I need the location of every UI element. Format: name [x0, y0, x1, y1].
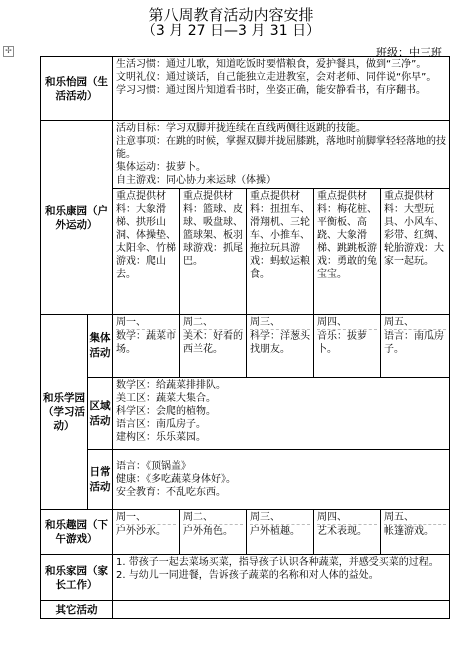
row-study-area: [41, 378, 450, 450]
life-line: 文明礼仪：通过谈话，自己能独立走进教室，会对老师、同伴说“你早”。: [116, 72, 437, 83]
day-label: 周二、: [183, 511, 243, 525]
day-content: 帐篷游戏。: [384, 526, 434, 537]
daily-label: 日常活动: [88, 450, 113, 510]
row-home: [41, 555, 450, 601]
health-area-cell[interactable]: 重点提供材料：篮球、皮球、吸盘球、篮球架、板羽球游戏：抓尾巴。: [180, 189, 247, 315]
health-line: 自主游戏：同心协力来运球（体操）: [116, 175, 276, 186]
fun-day-cell[interactable]: [247, 510, 314, 555]
health-line: 活动目标：学习双脚并拢连续在直线两侧往返跳的技能。: [116, 123, 366, 134]
row-other: [41, 601, 450, 619]
day-content: 户外植趣。: [250, 526, 300, 537]
area-label: 区域活动: [88, 378, 113, 450]
collective-day-cell[interactable]: [180, 315, 247, 378]
day-content: 户外沙水。: [116, 526, 166, 537]
day-label: 周三、: [250, 511, 310, 525]
class-label: 班级：中三班: [376, 46, 442, 59]
home-section-title: 和乐家园（家长工作）: [41, 555, 113, 601]
day-content: 科学：洋葱头找朋友。: [250, 331, 310, 355]
row-fun: [41, 510, 450, 555]
daily-line: 语言：《顶锅盖》: [116, 461, 191, 472]
home-line: 1. 带孩子一起去菜场买菜，指导孩子认识各种蔬菜，并感受买菜的过程。: [116, 557, 439, 568]
day-label: 周三、: [250, 316, 310, 330]
collective-day-cell[interactable]: [113, 315, 180, 378]
fun-day-cell[interactable]: [180, 510, 247, 555]
health-area-cell[interactable]: 重点提供材料：梅花桩、平衡板、高跷、大象滑梯、跳跳板游戏：勇敢的兔宝宝。: [314, 189, 381, 315]
study-section-title: 和乐学园（学习活动）: [41, 315, 88, 510]
life-content[interactable]: [113, 57, 450, 121]
fun-day-cell[interactable]: [113, 510, 180, 555]
collective-day-cell[interactable]: [381, 315, 450, 378]
collective-day-cell[interactable]: [314, 315, 381, 378]
day-content: 美术：好看的西兰花。: [183, 331, 243, 355]
other-content[interactable]: [113, 601, 450, 619]
day-content: 数学：蔬菜市场。: [116, 331, 176, 355]
day-content: 艺术表现。: [317, 526, 367, 537]
collective-day-cell[interactable]: [247, 315, 314, 378]
day-label: 周五、: [384, 316, 446, 330]
health-line: 注意事项：在跳的时候，掌握双脚并拢屈膝跳，落地时前脚掌轻轻落地的技能。: [116, 136, 446, 160]
row-study-daily: [41, 450, 450, 510]
area-content[interactable]: [113, 378, 450, 450]
row-life: [41, 57, 450, 121]
life-line: 生活习惯：通过儿歌，知道吃饭时要惜粮食，爱护餐具，做到“三净”。: [116, 59, 427, 70]
area-line: 建构区：乐乐菜园。: [116, 432, 206, 443]
day-label: 周四、: [317, 316, 377, 330]
day-content: 语言：南瓜房子。: [384, 331, 444, 355]
date-range: （3 月 27 日—3 月 31 日）: [141, 23, 321, 39]
schedule-table: [40, 56, 450, 619]
area-line: 语言区：南瓜房子。: [116, 419, 206, 430]
table-move-handle-icon[interactable]: ✢: [3, 46, 14, 57]
day-label: 周一、: [116, 511, 176, 525]
area-line: 美工区：蔬菜大集合。: [116, 393, 216, 404]
health-section-title: 和乐康园（户外运动）: [41, 121, 113, 315]
day-label: 周二、: [183, 316, 243, 330]
day-label: 周五、: [384, 511, 446, 525]
home-line: 2. 与幼儿一同进餐，告诉孩子蔬菜的名称和对人体的益处。: [116, 570, 379, 581]
collective-label: 集体活动: [88, 315, 113, 378]
fun-day-cell[interactable]: [381, 510, 450, 555]
row-study-collective: [41, 315, 450, 378]
home-content[interactable]: [113, 555, 450, 601]
area-line: 科学区：会爬的植物。: [116, 406, 216, 417]
day-label: 周一、: [116, 316, 176, 330]
other-section-title: 其它活动: [41, 601, 113, 619]
document-title: 第八周教育活动内容安排: [148, 6, 314, 24]
fun-day-cell[interactable]: [314, 510, 381, 555]
health-area-cell[interactable]: 重点提供材料：扭扭车、滑翔机、三轮车、小推车、拖拉玩具游戏：蚂蚁运粮食。: [247, 189, 314, 315]
life-section-title: 和乐怡园（生活活动）: [41, 57, 113, 121]
daily-line: 安全教育：不乱吃东西。: [116, 487, 226, 498]
health-content[interactable]: [113, 121, 450, 189]
day-content: 音乐：拔萝卜。: [317, 331, 367, 355]
health-area-cell[interactable]: 重点提供材料：大型玩具、小风车、彩带、红绸、轮胎游戏：大家一起玩。: [381, 189, 450, 315]
health-area-cell[interactable]: 重点提供材料：大象滑梯、拱形山洞、体操垫、太阳伞、竹梯游戏：爬山去。: [113, 189, 180, 315]
health-line: 集体运动：拔萝卜。: [116, 162, 206, 173]
life-line: 学习习惯：通过图片知道看书时，坐姿正确，能安静看书，有序翻书。: [116, 85, 426, 96]
fun-section-title: 和乐趣园（下午游戏）: [41, 510, 113, 555]
daily-line: 健康：《多吃蔬菜身体好》。: [116, 474, 236, 485]
daily-content[interactable]: [113, 450, 450, 510]
row-health-general: [41, 121, 450, 189]
area-line: 数学区：给蔬菜排排队。: [116, 380, 226, 391]
day-label: 周四、: [317, 511, 377, 525]
day-content: 户外角色。: [183, 526, 233, 537]
